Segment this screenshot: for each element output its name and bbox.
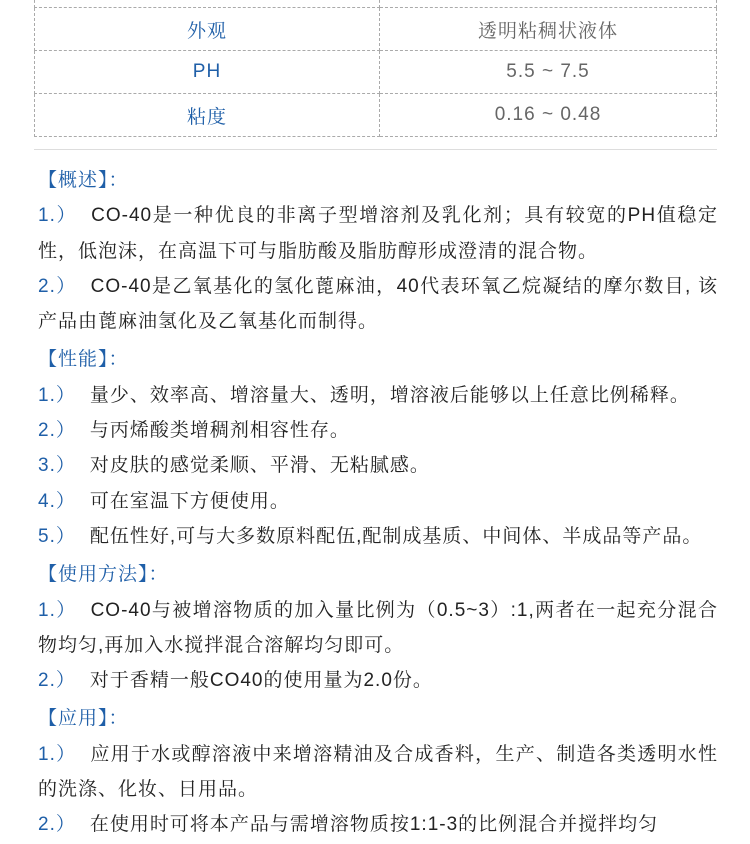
spec-value: 透明粘稠状液体 <box>380 8 717 51</box>
table-row <box>35 8 717 51</box>
spec-key: PH <box>35 51 380 94</box>
list-item <box>38 198 718 269</box>
section <box>38 163 718 339</box>
spec-value: 5.5 ~ 7.5 <box>380 51 717 94</box>
item-text: 配伍性好,可与大多数原料配伍,配制成基质、中间体、半成品等产品。 <box>89 525 703 547</box>
section <box>38 342 718 554</box>
table-row <box>35 94 717 137</box>
item-text: 对皮肤的感觉柔顺、平滑、无粘腻感。 <box>89 455 430 477</box>
item-text: 在使用时可将本产品与需增溶物质按1:1-3的比例混合并搅拌均匀 <box>89 814 659 836</box>
list-item <box>38 448 718 483</box>
spec-value <box>380 0 717 8</box>
item-text: 应用于水或醇溶液中来增溶精油及合成香料，生产、制造各类透明水性的洗涤、化妆、日用品。 <box>38 743 718 801</box>
section-title: 【应用】： <box>38 708 129 730</box>
item-number: 1.） <box>38 384 76 406</box>
divider <box>34 149 717 150</box>
spec-value: 0.16 ~ 0.48 <box>380 94 717 137</box>
item-number: 2.） <box>38 670 76 692</box>
item-text: CO-40是乙氧基化的氢化蓖麻油，40代表环氧乙烷凝结的摩尔数目, 该产品由蓖麻油氢化及乙氧基化而制得。 <box>38 275 718 333</box>
list-item <box>38 593 718 664</box>
section-title: 【概述】： <box>38 170 129 191</box>
spec-table <box>34 0 717 137</box>
section-title: 【使用方法】： <box>38 564 169 586</box>
item-number: 2.） <box>38 420 76 442</box>
table-row <box>35 0 717 8</box>
item-text: 量少、效率高、增溶量大、透明，增溶液后能够以上任意比例稀释。 <box>89 384 690 406</box>
item-number: 4.） <box>38 490 76 512</box>
item-number: 5.） <box>38 525 76 547</box>
spec-key: 粘度 <box>35 94 380 137</box>
list-item <box>38 519 718 554</box>
description-content <box>38 160 718 843</box>
item-number: 3.） <box>38 455 76 477</box>
list-item <box>38 484 718 519</box>
section-title: 【性能】： <box>38 349 129 371</box>
item-number: 2.） <box>38 275 77 297</box>
section <box>38 701 718 842</box>
item-number: 2.） <box>38 814 76 836</box>
section <box>38 557 718 698</box>
item-number: 1.） <box>38 743 77 765</box>
list-item <box>38 737 718 808</box>
item-text: CO-40与被增溶物质的加入量比例为（0.5~3）:1,两者在一起充分混合物均匀,再加入水搅拌混合溶解均匀即可。 <box>38 599 718 656</box>
list-item <box>38 413 718 448</box>
item-number: 1.） <box>38 599 77 621</box>
list-item <box>38 807 718 842</box>
table-row <box>35 51 717 94</box>
item-number: 1.） <box>38 205 78 227</box>
item-text: 可在室温下方便使用。 <box>89 490 290 512</box>
list-item <box>38 663 718 698</box>
item-text: 与丙烯酸类增稠剂相容性存。 <box>89 420 350 442</box>
list-item <box>38 269 718 340</box>
spec-key <box>35 0 380 8</box>
spec-key: 外观 <box>35 8 380 51</box>
list-item <box>38 378 718 413</box>
item-text: CO-40是一种优良的非离子型增溶剂及乳化剂；具有较宽的PH值稳定性，低泡沫，在高温下可与脂肪酸及脂肪醇形成澄清的混合物。 <box>38 205 718 262</box>
item-text: 对于香精一般CO40的使用量为2.0份。 <box>89 670 433 692</box>
